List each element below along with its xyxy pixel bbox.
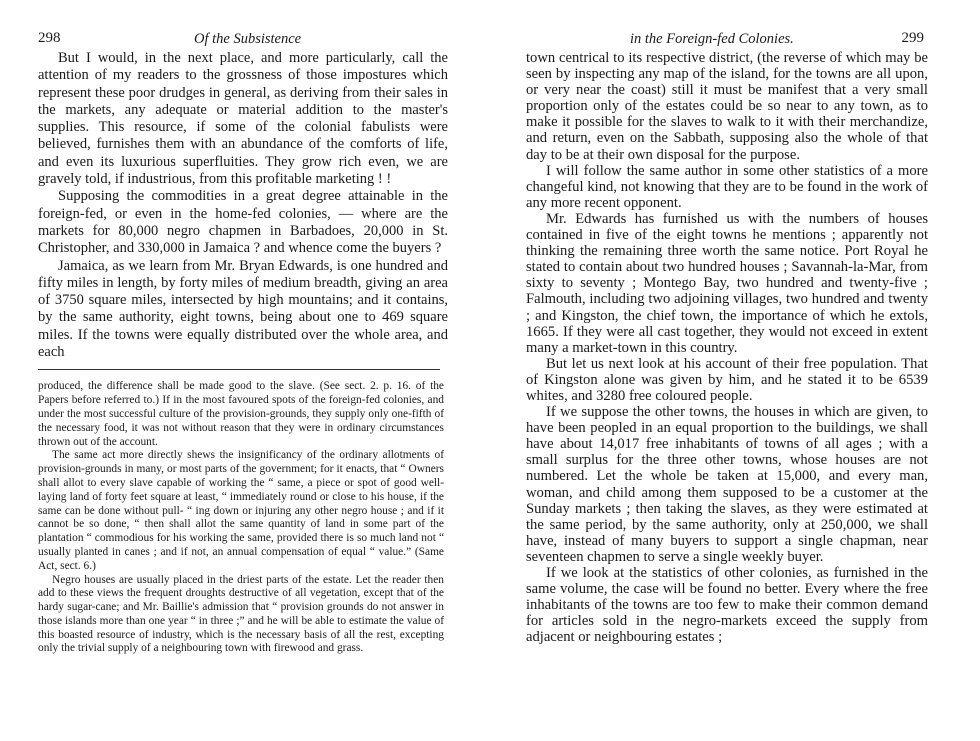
paragraph: I will follow the same author in some other statistics of a more changeful kind, not knowing that they are to be found in the work of any more recent opponent.	[526, 162, 928, 211]
running-head: in the Foreign-fed Colonies.	[630, 31, 794, 47]
footnotes	[38, 380, 444, 656]
running-head: Of the Subsistence	[194, 31, 302, 47]
paragraph: But let us next look at his account of their free population. That of Kingston alone was given by him, and he stated it to be 6539 whites, and 3280 free coloured people.	[526, 355, 928, 404]
paragraph: Supposing the commodities in a great degree attainable in the foreign-fed, or even in the home-fed colonies, — where are the markets for 80,000 negro chapmen in Barbadoes, 20,000 in St. Christopher, and 330,000 in Jamaica ? and whence come the buyers ?	[38, 188, 448, 257]
paragraph: town centrical to its respective district, (the reverse of which may be seen by inspecting any map of the island, for the towns are all upon, or very near the coast) still it must be manifest that a very small proportion only of the estates could be so near to any town, as to make it possible for the slaves to walk to it with their merchandize, and return, even on the Sabbath, supposing also the whole of that day to be at their own disposal for the purpose.	[526, 50, 928, 163]
paragraph: But I would, in the next place, and more particularly, call the attention of my readers to the grossness of those impostures which represent these poor drudges in general, as deriving from their sales in the markets, any adequate or material addition to the master's supplies. This resource, if some of the colonial fabulists were believed, furnishes them with an abundance of the comforts of life, and even its luxurious superfluities. They grow rich even, we are gravely told, if industrious, from this profitable marketing ! !	[38, 50, 448, 188]
paragraph: If we look at the statistics of other colonies, as furnished in the same volume, the case will be found no better. Every where the free inhabitants of the towns are too few to make their common demand for articles sold in the negro-markets exceed the supply from adjacent or neighbouring estates ;	[526, 565, 928, 646]
footnote-paragraph: Negro houses are usually placed in the driest parts of the estate. Let the reader then add to these views the frequent droughts destructive of all vegetation, except that of the hardy sugar-cane; and Mr. Baillie's admission that “ provision grounds do not answer in those islands more than one year “ in three ;” and he will be able to estimate the value of this boasted resource of industry, which is the necessary basis of all the rest, excepting only the trivial supply of a neighbouring town with firewood and grass.	[38, 573, 444, 655]
page-number: 298	[38, 30, 61, 46]
left-body-text	[38, 50, 448, 361]
right-body-text	[526, 50, 928, 645]
paragraph: If we suppose the other towns, the houses in which are given, to have been peopled in an equal proportion to the buildings, we shall have about 14,017 free inhabitants of towns of all ages ; with a small surplus for the three other towns, whose houses are not numbered. Let the whole be taken at 15,000, and every man, woman, and child among them supposed to be a customer at the Sunday markets ; then taking the slaves, as they were estimated at the same period, by the same authority, only at 250,000, we shall have, instead of many buyers to support a single chapman, near seventeen chapmen to serve a single weekly buyer.	[526, 404, 928, 565]
left-page-header	[38, 30, 450, 50]
right-page	[490, 0, 980, 741]
footnote-paragraph: produced, the difference shall be made good to the slave. (See sect. 2. p. 16. of the Papers before referred to.) If in the most favoured spots of the foreign-fed colonies, and under the most successful culture of the provision-grounds, they supply only one-fifth of the necessary food, it was not without reason that they were in ordinary circumstances thrown out of the account.	[38, 380, 444, 448]
footnote-paragraph: The same act more directly shews the insignificancy of the ordinary allotments of provision-grounds in many, or most parts of the government; for it enacts, that “ Owners shall allot to every slave capable of working the “ same, a piece or spot of good well-laying land of forty feet square at least, “ immediately round or close to his house, if the same can be done without pull- “ ing down or injuring any other negro house ; and if it cannot be so done, “ then shall allot the same quantity of land in some part of the plantation “ commodious for his working the same, provided there is so much land not “ usually planted in canes ; and if not, an annual compensation of equal “ value.” (Same Act, sect. 6.)	[38, 449, 444, 572]
page-number: 299	[901, 30, 924, 46]
paragraph: Mr. Edwards has furnished us with the numbers of houses contained in five of the eight towns he mentions ; apparently not thinking the remaining three worth the same notice. Port Royal he stated to contain about two hundred houses ; Savannah-la-Mar, from sixty to seventy ; Montego Bay, two hundred and twenty-five ; Falmouth, including two adjoining villages, two hundred and twenty ; and Kingston, the chief town, the importance of which he extols, 1665. If they were all cast together, they would not exceed in extent many a market-town in this country.	[526, 210, 928, 356]
right-page-header	[526, 30, 924, 50]
footnote-rule	[38, 369, 440, 370]
paragraph: Jamaica, as we learn from Mr. Bryan Edwards, is one hundred and fifty miles in length, by forty miles of medium breadth, giving an area of 3750 square miles, intersected by high mountains; and it contains, by the same authority, eight towns, being about one to 469 square miles. If the towns were equally distributed over the whole area, and each	[38, 257, 448, 361]
